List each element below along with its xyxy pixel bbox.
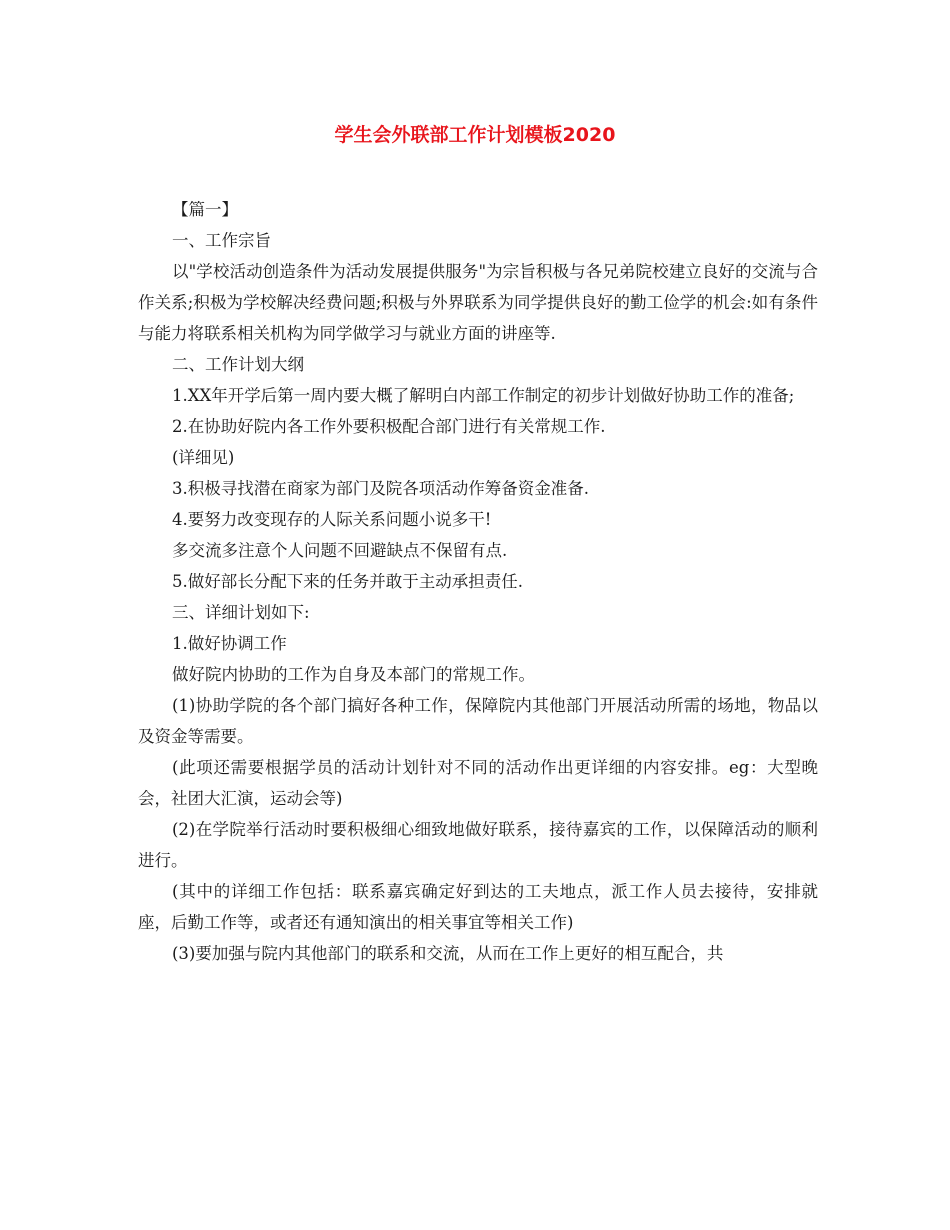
document-title: 学生会外联部工作计划模板2020 (334, 124, 616, 146)
detail-item-1: 1.做好协调工作 (172, 634, 287, 653)
paragraph-purpose: 以"学校活动创造条件为活动发展提供服务"为宗旨积极与各兄弟院校建立良好的交流与合作关系;积极为学校解决经费问题;积极与外界联系为同学提供良好的勤工俭学的机会:如有条件与能力将联系相关机构为同学做学习与就业方面的讲座等. (138, 262, 818, 343)
outline-item-4-cont: 多交流多注意个人问题不回避缺点不保留有点. (172, 541, 508, 560)
outline-item-3: 3.积极寻找潜在商家为部门及院各项活动作筹备资金准备. (172, 479, 589, 498)
detail-sub-1-note: (此项还需要根据学员的活动计划针对不同的活动作出更详细的内容安排。eg：大型晚会，社团大汇演，运动会等) (138, 758, 818, 808)
section-heading-part-one: 【篇一】 (172, 200, 238, 219)
document-body (138, 194, 818, 969)
detail-sub-2: (2)在学院举行活动时要积极细心细致地做好联系，接待嘉宾的工作，以保障活动的顺利进行。 (138, 820, 818, 870)
detail-item-1-desc: 做好院内协助的工作为自身及本部门的常规工作。 (172, 665, 535, 684)
section-heading-outline: 二、工作计划大纲 (172, 355, 304, 374)
outline-item-5: 5.做好部长分配下来的任务并敢于主动承担责任. (172, 572, 523, 591)
outline-note: (详细见) (172, 448, 235, 467)
outline-item-1: 1.XX年开学后第一周内要大概了解明白内部工作制定的初步计划做好协助工作的准备; (172, 386, 795, 405)
detail-sub-3: (3)要加强与院内其他部门的联系和交流，从而在工作上更好的相互配合，共 (172, 944, 724, 963)
outline-item-4: 4.要努力改变现存的人际关系问题小说多干! (172, 510, 492, 529)
detail-sub-2-note: (其中的详细工作包括：联系嘉宾确定好到达的工夫地点，派工作人员去接待，安排就座，后勤工作等，或者还有通知演出的相关事宜等相关工作) (138, 882, 818, 932)
section-heading-purpose: 一、工作宗旨 (172, 231, 271, 250)
detail-sub-1: (1)协助学院的各个部门搞好各种工作，保障院内其他部门开展活动所需的场地，物品以及资金等需要。 (138, 696, 818, 746)
outline-item-2: 2.在协助好院内各工作外要积极配合部门进行有关常规工作. (172, 417, 606, 436)
section-heading-detail: 三、详细计划如下: (172, 603, 310, 622)
